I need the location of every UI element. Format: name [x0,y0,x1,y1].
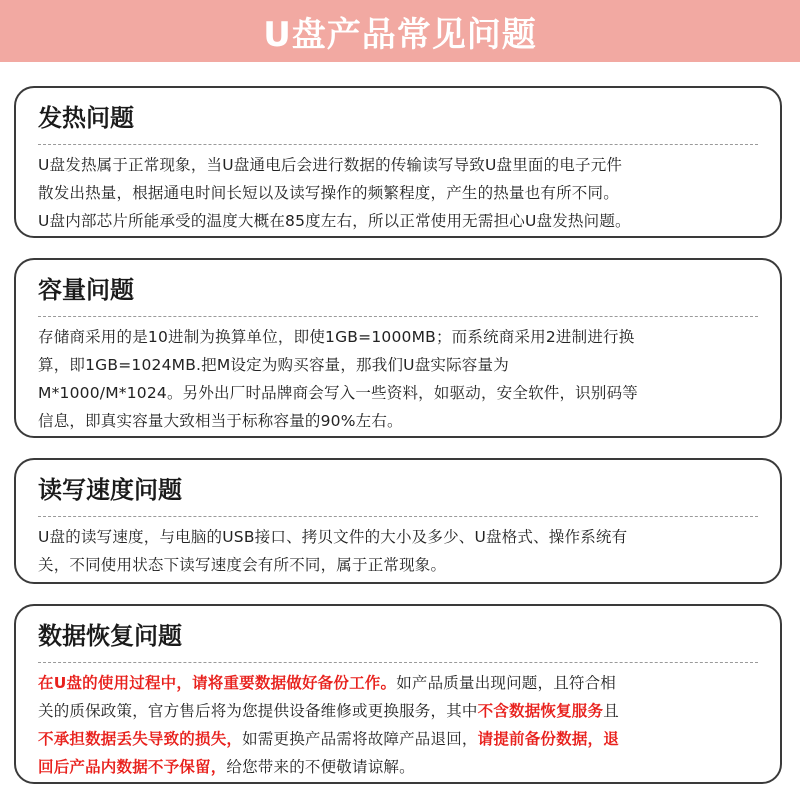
highlight-text: 回后产品内数据不予保留， [38,758,227,776]
dashed-divider [38,316,758,317]
body-line: U盘发热属于正常现象，当U盘通电后会进行数据的传输读写导致U盘里面的电子元件 [38,156,623,174]
body-line [38,753,758,781]
page-title: U盘产品常见问题 [263,14,537,55]
faq-card-data-recovery [14,604,782,784]
dashed-divider [38,516,758,517]
body-line: U盘内部芯片所能承受的温度大概在85度左右，所以正常使用无需担心U盘发热问题。 [38,212,631,230]
body-text: 如产品质量出现问题，且符合相 [396,674,617,692]
body-line [38,697,758,725]
highlight-text: 不承担数据丢失导致的损失， [38,730,243,748]
faq-card-heat [14,86,782,238]
body-line: U盘的读写速度，与电脑的USB接口、拷贝文件的大小及多少、U盘格式、操作系统有 [38,528,628,546]
section-title: 容量问题 [38,276,134,304]
page-header [0,0,800,62]
dashed-divider [38,662,758,663]
faq-card-capacity [14,258,782,438]
section-title: 读写速度问题 [38,476,182,504]
section-title: 发热问题 [38,104,134,132]
highlight-text: 不含数据恢复服务 [477,702,604,720]
body-line: 关，不同使用状态下读写速度会有所不同，属于正常现象。 [38,556,447,574]
body-line: M*1000/M*1024。另外出厂时品牌商会写入一些资料，如驱动，安全软件，识别码等 [38,384,638,402]
body-text: 且 [603,702,619,720]
body-line: 信息，即真实容量大致相当于标称容量的90%左右。 [38,412,403,430]
dashed-divider [38,144,758,145]
section-title: 数据恢复问题 [38,622,182,650]
highlight-text: 在U盘的使用过程中，请将重要数据做好备份工作。 [38,674,397,692]
faq-card-speed [14,458,782,584]
highlight-text: 请提前备份数据，退 [477,730,619,748]
body-line: 存储商采用的是10进制为换算单位，即使1GB=1000MB；而系统商采用2进制进行换 [38,328,635,346]
body-text: 给您带来的不便敬请谅解。 [226,758,415,776]
body-text: 关的质保政策，官方售后将为您提供设备维修或更换服务，其中 [38,702,478,720]
body-line [38,725,758,753]
body-text: 如需更换产品需将故障产品退回， [242,730,478,748]
body-line: 散发出热量，根据通电时间长短以及读写操作的频繁程度，产生的热量也有所不同。 [38,184,619,202]
body-line [38,669,758,697]
body-line: 算，即1GB=1024MB.把M设定为购买容量，那我们U盘实际容量为 [38,356,509,374]
